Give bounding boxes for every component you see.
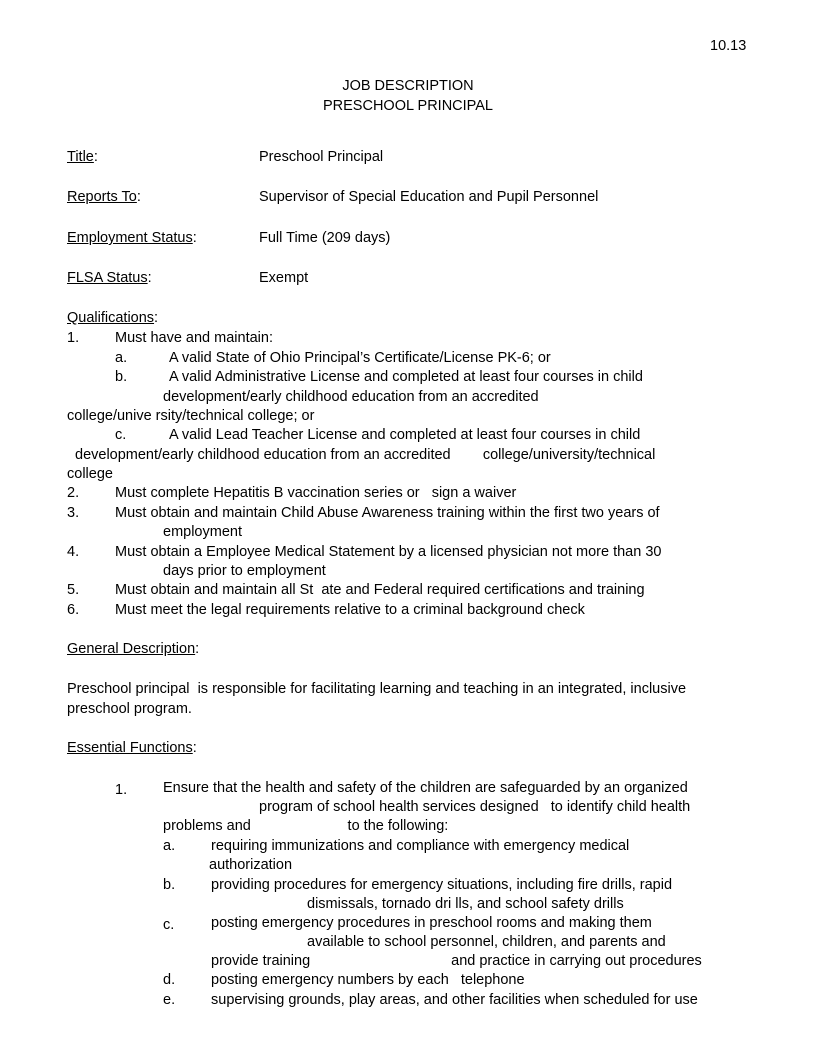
list-number: 1. <box>67 330 80 346</box>
field-suffix: : <box>147 270 152 286</box>
sub-item-continuation: college/unive rsity/technical college; or <box>67 408 315 424</box>
document-title: JOB DESCRIPTION <box>342 78 474 94</box>
sub-letter: b. <box>163 877 176 893</box>
heading-suffix: : <box>192 740 197 756</box>
section-heading: Qualifications <box>67 310 155 326</box>
sub-letter: a. <box>115 350 128 366</box>
sub-letter: d. <box>163 972 176 988</box>
field-value: Exempt <box>259 270 309 286</box>
sub-letter: c. <box>163 917 175 933</box>
sub-item-continuation: authorization <box>209 857 293 873</box>
sub-item-continuation: provide training and practice in carrying out procedures <box>211 953 702 969</box>
field-suffix: : <box>136 189 141 205</box>
list-item-continuation: employment <box>163 524 242 540</box>
heading-suffix: : <box>195 641 200 657</box>
list-item: Must complete Hepatitis B vaccination series or sign a waiver <box>115 485 517 501</box>
sub-item: A valid Administrative License and completed at least four courses in child <box>169 369 643 385</box>
sub-item-continuation: available to school personnel, children, and parents and <box>307 934 666 950</box>
field-value: Supervisor of Special Education and Pupil Personnel <box>259 189 599 205</box>
list-item: Must meet the legal requirements relative to a criminal background check <box>115 602 585 618</box>
list-item: Must obtain and maintain Child Abuse Awareness training within the first two years of <box>115 505 660 521</box>
list-number: 4. <box>67 544 80 560</box>
field-value: Full Time (209 days) <box>259 230 391 246</box>
list-item: Ensure that the health and safety of the children are safeguarded by an organized <box>163 780 688 796</box>
field-value: Preschool Principal <box>259 149 384 165</box>
sub-item: posting emergency procedures in preschool rooms and making them <box>211 915 652 931</box>
sub-item-continuation: development/early childhood education from an accredited <box>163 389 539 405</box>
field-label: Title <box>67 149 94 165</box>
list-number: 3. <box>67 505 80 521</box>
list-number: 6. <box>67 602 80 618</box>
paragraph-line: preschool program. <box>67 701 192 717</box>
page-number: 10.13 <box>710 38 747 54</box>
list-number: 2. <box>67 485 80 501</box>
sub-item-continuation: college <box>67 466 113 482</box>
heading-suffix: : <box>154 310 159 326</box>
sub-item-continuation: development/early childhood education from an accredited college/university/technical <box>75 447 656 463</box>
sub-letter: e. <box>163 992 176 1008</box>
sub-letter: b. <box>115 369 128 385</box>
list-number: 5. <box>67 582 80 598</box>
field-label: Employment Status <box>67 230 193 246</box>
sub-letter: a. <box>163 838 176 854</box>
paragraph-line: Preschool principal is responsible for facilitating learning and teaching in an integrated, inclusive <box>67 681 687 697</box>
section-heading: Essential Functions <box>67 740 193 756</box>
list-item: Must have and maintain: <box>115 330 273 346</box>
field-label: FLSA Status <box>67 270 148 286</box>
section-heading: General Description <box>67 641 196 657</box>
list-number: 1. <box>115 782 128 798</box>
sub-item: A valid State of Ohio Principal’s Certificate/License PK-6; or <box>169 350 551 366</box>
sub-item: requiring immunizations and compliance with emergency medical <box>211 838 630 854</box>
sub-item: supervising grounds, play areas, and other facilities when scheduled for use <box>211 992 698 1008</box>
document-subtitle: PRESCHOOL PRINCIPAL <box>322 98 493 114</box>
sub-item: A valid Lead Teacher License and completed at least four courses in child <box>169 427 641 443</box>
list-item: Must obtain a Employee Medical Statement by a licensed physician not more than 30 <box>115 544 662 560</box>
sub-item: providing procedures for emergency situations, including fire drills, rapid <box>211 877 673 893</box>
list-item-continuation: problems and to the following: <box>163 818 449 834</box>
sub-item: posting emergency numbers by each telephone <box>211 972 525 988</box>
field-suffix: : <box>93 149 98 165</box>
sub-letter: c. <box>115 427 127 443</box>
list-item-continuation: days prior to employment <box>163 563 326 579</box>
list-item: Must obtain and maintain all St ate and Federal required certifications and training <box>115 582 645 598</box>
sub-item-continuation: dismissals, tornado dri lls, and school safety drills <box>307 896 624 912</box>
field-label: Reports To <box>67 189 137 205</box>
list-item-continuation: program of school health services designed to identify child health <box>259 799 691 815</box>
field-suffix: : <box>192 230 197 246</box>
